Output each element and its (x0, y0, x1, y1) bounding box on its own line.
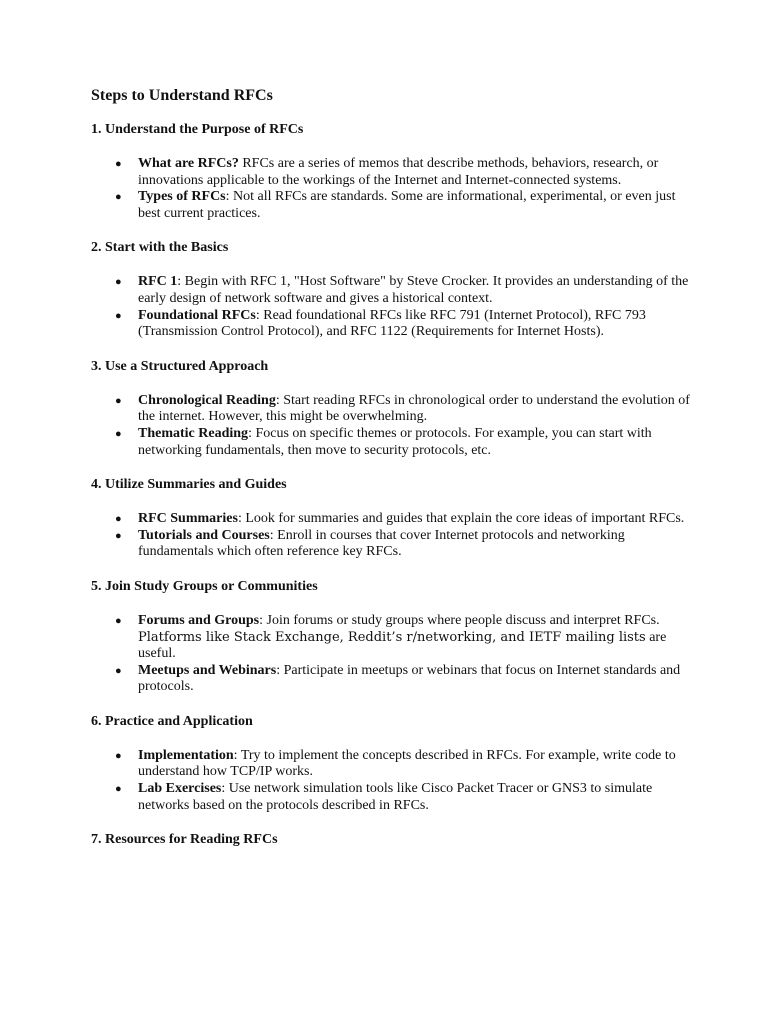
bullet-term: RFC 1 (138, 274, 178, 290)
list-item (91, 189, 691, 222)
section-heading: 6. Practice and Application (91, 713, 253, 729)
document-page (91, 86, 691, 866)
bullet-icon: ● (115, 513, 122, 526)
section-heading: 1. Understand the Purpose of RFCs (91, 122, 304, 137)
bullet-text-alt: Platforms like Stack Exchange, Reddit’s r/networking, and IETF mailing lists (138, 629, 646, 645)
section-heading: 3. Use a Structured Approach (91, 358, 269, 374)
document-title: Steps to Understand RFCs (91, 87, 273, 104)
bullet-separator: : (237, 511, 246, 527)
bullet-separator: : (275, 392, 284, 408)
list-item (91, 156, 691, 189)
bullet-term: What are RFCs? (138, 156, 239, 171)
bullet-separator: : (269, 527, 278, 543)
list-item (91, 748, 691, 781)
bullet-term: Foundational RFCs (138, 307, 256, 323)
bullet-list (91, 393, 691, 459)
bullet-icon: ● (115, 529, 122, 542)
bullet-text: Enroll in courses that cover Internet protocols and networking fundamentals which often reference key RFCs. (138, 527, 625, 560)
bullet-separator: : (225, 189, 234, 205)
list-item (91, 308, 691, 341)
bullet-text: Start reading RFCs in chronological order to understand the evolution of the internet. However, this might be overwhelming. (138, 392, 690, 425)
section-heading: 4. Utilize Summaries and Guides (91, 477, 287, 493)
bullet-separator: : (221, 781, 229, 797)
bullet-separator: : (248, 425, 256, 441)
document-sections (91, 121, 691, 848)
bullet-text: Not all RFCs are standards. Some are informational, experimental, or even just best current practices. (138, 189, 676, 221)
bullet-text: Try to implement the concepts described in RFCs. For example, write code to understand how TCP/IP works. (138, 747, 676, 780)
bullet-term: Tutorials and Courses (138, 527, 270, 543)
bullet-text: Focus on specific themes or protocols. For example, you can start with networking fundamentals, then move to security protocols, etc. (138, 425, 652, 458)
list-item (91, 613, 691, 663)
bullet-separator: : (259, 612, 267, 628)
bullet-term: Meetups and Webinars (138, 662, 277, 678)
bullet-text: Join forums or study groups where people discuss and interpret RFCs. (266, 612, 660, 628)
bullet-text: Read foundational RFCs like RFC 791 (Internet Protocol), RFC 793 (Transmission Control Protocol), and RFC 1122 (Requirements for Internet Hosts). (138, 307, 646, 340)
bullet-term: Lab Exercises (138, 781, 222, 797)
bullet-text: Look for summaries and guides that explain the core ideas of important RFCs. (245, 511, 685, 527)
bullet-icon: ● (115, 427, 122, 440)
section-heading: 5. Join Study Groups or Communities (91, 578, 318, 594)
bullet-icon: ● (115, 394, 122, 407)
bullet-term: RFC Summaries (138, 511, 238, 527)
section-heading: 2. Start with the Basics (91, 240, 229, 256)
bullet-text: Participate in meetups or webinars that focus on Internet standards and protocols. (138, 662, 681, 695)
bullet-list (91, 274, 691, 340)
list-item (91, 528, 691, 561)
bullet-icon: ● (115, 191, 122, 204)
bullet-list (91, 156, 691, 222)
bullet-term: Implementation (138, 747, 234, 763)
list-item (91, 781, 691, 814)
bullet-icon: ● (115, 664, 122, 677)
list-item (91, 274, 691, 307)
bullet-text-tail: are useful. (138, 629, 667, 662)
bullet-text: Begin with RFC 1, "Host Software" by Steve Crocker. It provides an understanding of the early design of network software and gives a historical context. (138, 274, 689, 306)
bullet-icon: ● (115, 276, 122, 289)
bullet-icon: ● (115, 783, 122, 796)
bullet-separator: : (276, 662, 284, 678)
bullet-separator: : (255, 307, 264, 323)
list-item (91, 511, 691, 528)
bullet-icon: ● (115, 309, 122, 322)
bullet-separator: : (177, 274, 185, 290)
bullet-icon: ● (115, 749, 122, 762)
bullet-term: Forums and Groups (138, 612, 260, 628)
bullet-separator: : (233, 747, 241, 763)
bullet-icon: ● (115, 614, 122, 627)
bullet-text: Use network simulation tools like Cisco Packet Tracer or GNS3 to simulate networks based on the protocols described in RFCs. (138, 781, 653, 813)
bullet-list (91, 748, 691, 814)
bullet-icon: ● (115, 158, 122, 170)
bullet-list (91, 511, 691, 561)
list-item (91, 663, 691, 696)
list-item (91, 426, 691, 459)
bullet-text: RFCs are a series of memos that describe methods, behaviors, research, or innovations applicable to the workings of the Internet and Internet-connected systems. (138, 156, 659, 188)
section-heading: 7. Resources for Reading RFCs (91, 832, 278, 848)
bullet-term: Types of RFCs (138, 189, 226, 205)
bullet-term: Chronological Reading (138, 392, 276, 408)
bullet-term: Thematic Reading (138, 425, 249, 441)
bullet-list (91, 613, 691, 696)
list-item (91, 393, 691, 426)
